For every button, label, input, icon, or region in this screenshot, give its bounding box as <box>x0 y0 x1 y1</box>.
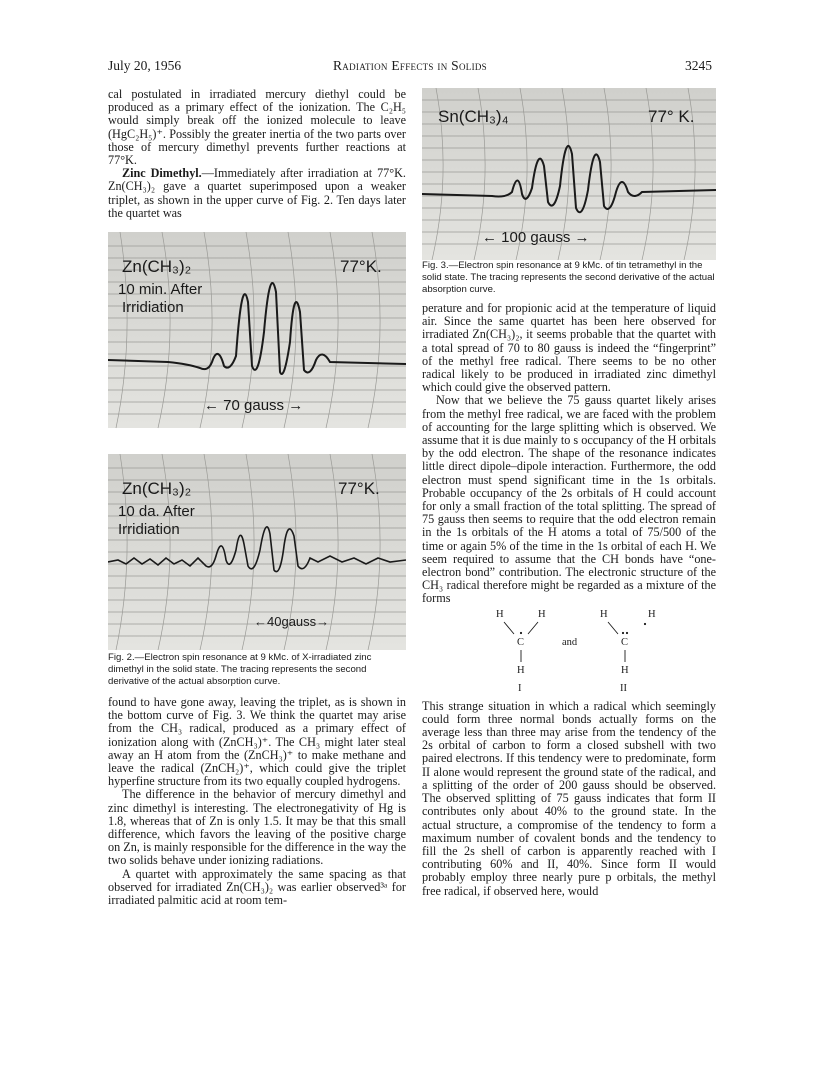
formula-2-h-bottom: H <box>621 664 629 676</box>
left-paragraph-1: cal postulated in irradiated mercury diethyl could be produced as a primary effect of the ionization. The C₂H₅ would simply break off the ionized molecule to leave (HgC₂H₅)⁺. Possibly the greater inertia of the two parts over those of mercury dimethyl prevents further reactions at 77°K. <box>108 87 406 168</box>
figure-2-top-note-1: 10 min. After <box>118 281 203 299</box>
figure-3-caption: Fig. 3.—Electron spin resonance at 9 kMc. of tin tetramethyl in the solid state. The tracing represents the second derivative of the actual absorption curve. <box>422 260 715 295</box>
left-paragraph-3: found to have gone away, leaving the triplet, as is shown in the bottom curve of Fig. 3. We think the quartet may arise from the CH₃ radical, produced as a primary effect of ionization along with (ZnCH₃)⁺. The CH₃ might later steal away an H atom from the (ZnCH₃)⁺ to make methane and leave the radical (ZnCH₂)⁺, which could give the triplet hyperfine structure from its two equally coupled hydrogens. <box>108 695 406 789</box>
formula-2-carbon: C <box>621 636 629 648</box>
figure-2-caption: Fig. 2.—Electron spin resonance at 9 kMc. of X-irradiated zinc dimethyl in the solid state. The tracing represents the second derivative of the actual absorption curve. <box>108 652 372 688</box>
formula-1-label: I <box>518 682 522 694</box>
figure-3 <box>422 88 716 296</box>
section-heading-zinc-dimethyl: Zinc Dimethyl. <box>122 166 202 181</box>
formula-bonds <box>422 608 716 698</box>
formula-1-h-bottom: H <box>517 664 525 676</box>
figure-2-top-temperature: 77°K. <box>340 257 382 277</box>
figure-2-top-scale-label: ← 70 gauss → <box>204 397 304 415</box>
header-page-number: 3245 <box>685 58 712 73</box>
left-column <box>108 88 406 907</box>
running-header <box>108 58 712 76</box>
header-title: Radiation Effects in Solids <box>333 58 487 73</box>
left-paragraph-2-text: —Immediately after irradiation at 77°K. Zn(CH₃)₂ gave a quartet superimposed upon a weaker triplet, as shown in the upper curve of Fig. 2. Ten days later the quartet was <box>108 166 406 220</box>
formula-1-carbon: C <box>517 636 525 648</box>
right-paragraph-1: perature and for propionic acid at the temperature of liquid air. Since the same quartet has been here observed for irradiated Zn(CH₃)₂, it seems probable that the quartet with a total spread of 70 to 80 gauss is indeed the “fingerprint” of the methyl free radical. There seems to be no other radical likely to be produced in irradiated zinc dimethyl which could give the observed pattern. <box>422 301 716 395</box>
figure-3-plate <box>422 88 716 260</box>
figure-3-temperature: 77° K. <box>648 107 695 126</box>
figure-3-scale-label: ← 100 gauss → <box>482 229 590 246</box>
figure-2 <box>108 232 406 688</box>
figure-2-bottom-plate <box>108 454 406 650</box>
figure-2-top-plate <box>108 232 406 428</box>
left-paragraph-5: A quartet with approximately the same spacing as that observed for irradiated Zn(CH₃)₂ was earlier observed³ᵃ for irradiated palmitic acid at room tem- <box>108 866 406 908</box>
figure-2-top-note-2: Irridiation <box>122 299 184 317</box>
figure-2-bottom-compound: Zn(CH₃)₂ <box>122 479 192 499</box>
formula-and: and <box>562 636 578 648</box>
structural-formulas <box>422 608 716 698</box>
figure-3-compound: Sn(CH₃)₄ <box>438 107 509 126</box>
right-paragraph-3: This strange situation in which a radical which seemingly could form three normal bonds actually forms on the average less than three may arise from the tendency of the 2s orbital of carbon to form a closed subshell with two paired electrons. If this tendency were to predominate, form II alone would represent the ground state of the radical, and a splitting of the order of 200 gauss should be observed. The observed splitting of 75 gauss indicates that form II contributes only about 40% to the ground state. In the actual structure, a compromise of the tendency to form a maximum number of covalent bonds and the tendency to fill the 2s shell of carbon is apparently reached with I contributing 60% and II, 40%. Since form II would probably employ three nearly pure p orbitals, the methyl free radical, if observed here, would <box>422 698 716 898</box>
figure-2-bottom-temperature: 77°K. <box>338 479 380 499</box>
figure-2-bottom-note-2: Irridiation <box>118 521 180 539</box>
left-paragraph-4: The difference in the behavior of mercury dimethyl and zinc dimethyl is interesting. The electronegativity of Hg is 1.8, whereas that of Zn is only 1.5. It may be that this small difference, which favors the leaving of the positive charge on Zn, is mainly responsible for the difference in the way the two solids behave under ionizing radiations. <box>108 787 406 868</box>
figure-2-bottom-scale-label: ←40gauss→ <box>254 614 330 630</box>
right-paragraph-2: Now that we believe the 75 gauss quartet likely arises from the methyl free radical, we are faced with the problem of accounting for the large splitting which is observed. We assume that it is due mainly to s occupancy of the H orbitals by the odd electron. The shape of the resonance indicates little direct dipole–dipole interaction. Furthermore, the odd electron must spend significant time in the 1s orbitals. Probable occupancy of the 2s orbitals of H could account for only a small fraction of the total splitting. The spread of 75 gauss then seems to require that the odd electron remain in the 1s orbitals of the H atoms a total of 75/500 of the time or again 5% of the time in the 1s orbital of each H. We seem required to assume that the CH bonds have “one-electron bond” contribution. The electronic structure of the CH₃ radical therefore might be regarded as a mixture of the forms <box>422 393 716 606</box>
left-paragraph-2 <box>108 167 406 220</box>
figure-2-plates <box>108 232 406 652</box>
figure-2-top-compound: Zn(CH₃)₂ <box>122 257 192 277</box>
formula-2-h-right: H <box>648 608 656 620</box>
formula-2-label: II <box>620 682 627 694</box>
formula-1-h-left: H <box>496 608 504 620</box>
right-column <box>422 88 716 898</box>
formula-2-h-left: H <box>600 608 608 620</box>
header-date: July 20, 1956 <box>108 58 182 73</box>
formula-1-h-right: H <box>538 608 546 620</box>
figure-2-bottom-note-1: 10 da. After <box>118 503 195 521</box>
